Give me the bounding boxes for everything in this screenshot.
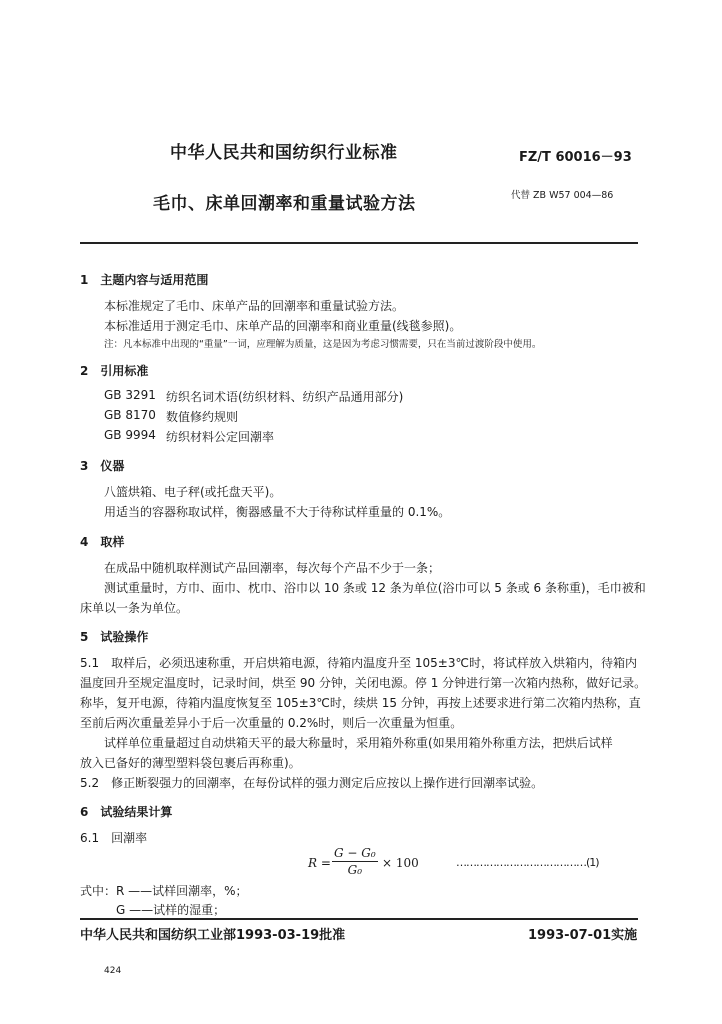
ref-code: GB 9994 [104,428,156,442]
where-line-1: 式中：R ——试样回潮率，%； [80,884,248,898]
section-6-heading: 6 试验结果计算 [80,805,173,819]
ref-title: 纺织名词术语(纺织材料、纺织产品通用部分) [166,390,404,404]
where-line-2: G ——试样的湿重； [116,903,226,917]
implementation-date: 1993-07-01实施 [528,928,638,943]
section-5-heading: 5 试验操作 [80,630,149,644]
formula-denominator: G₀ [347,863,363,877]
clause-5-1-line-4: 至前后两次重量差异小于后一次重量的 0.2%时，则后一次重量为恒重。 [80,716,463,730]
section-1-note: 注：凡本标准中出现的“重量”一词，应理解为质量，这是因为考虑习惯需要，只在当前过渡阶段中使用。 [104,339,542,350]
clause-5-1-line-2: 温度回升至规定温度时，记录时间，烘至 90 分钟，关闭电源。停 1 分钟进行第一次箱内热称，做好记录。 [80,676,647,690]
ref-title: 数值修约规则 [166,410,239,424]
ref-title: 纺织材料公定回潮率 [166,430,275,444]
ref-code: GB 8170 [104,408,156,422]
section-2-heading: 2 引用标准 [80,364,149,378]
section-3-para-2: 用适当的容器称取试样，衡器感量不大于待称试样重量的 0.1%。 [104,505,451,519]
page-number: 424 [104,966,122,976]
section-3-heading: 3 仪器 [80,459,125,473]
clause-5-1-line-1: 5.1 取样后，必须迅速称重，开启烘箱电源，待箱内温度升至 105±3℃时，将试样放入烘箱内，待箱内 [80,656,637,670]
section-4-heading: 4 取样 [80,535,125,549]
replaces-standard: 代替 ZB W57 004—86 [511,190,614,201]
clause-5-1-line-6: 放入已备好的薄型塑料袋包裹后再称重)。 [80,756,301,770]
header-rule [80,242,638,244]
formula-multiplier: × 100 [382,856,419,870]
section-3-para-1: 八篮烘箱、电子秤(或托盘天平)。 [104,485,282,499]
formula-lhs: R = [308,856,331,870]
subsection-6-1: 6.1 回潮率 [80,831,148,845]
section-4-para-2b: 床单以一条为单位。 [80,601,189,615]
clause-5-2: 5.2 修正断裂强力的回潮率，在每份试样的强力测定后应按以上操作进行回潮率试验。 [80,776,544,790]
section-4-para-2a: 测试重量时，方巾、面巾、枕巾、浴巾以 10 条或 12 条为单位(浴巾可以 5 条或 6 条称重)，毛巾被和 [104,581,646,595]
section-4-para-1: 在成品中随机取样测试产品回潮率，每次每个产品不少于一条； [104,561,441,575]
section-1-para-1: 本标准规定了毛巾、床单产品的回潮率和重量试验方法。 [104,299,405,313]
approval-line: 中华人民共和国纺织工业部1993-03-19批准 [80,928,346,943]
clause-5-1-line-5: 试样单位重量超过自动烘箱天平的最大称量时，采用箱外称重(如果用箱外称重方法，把烘后试样 [104,736,613,750]
section-1-para-2: 本标准适用于测定毛巾、床单产品的回潮率和商业重量(线毯参照)。 [104,319,462,333]
formula-fraction [332,846,378,877]
formula-equation-number: …………………………………(1) [456,856,599,869]
clause-5-1-line-3: 称毕，复开电源，待箱内温度恢复至 105±3℃时，续烘 15 分钟，再按上述要求进行第二次箱内热称，直 [80,696,641,710]
org-title: 中华人民共和国纺织行业标准 [170,143,398,163]
standard-code: FZ/T 60016－93 [519,150,632,165]
footer-rule [80,918,638,920]
section-1-heading: 1 主题内容与适用范围 [80,273,209,287]
ref-code: GB 3291 [104,388,156,402]
formula-numerator: G − G₀ [334,846,376,860]
document-title: 毛巾、床单回潮率和重量试验方法 [153,194,416,214]
